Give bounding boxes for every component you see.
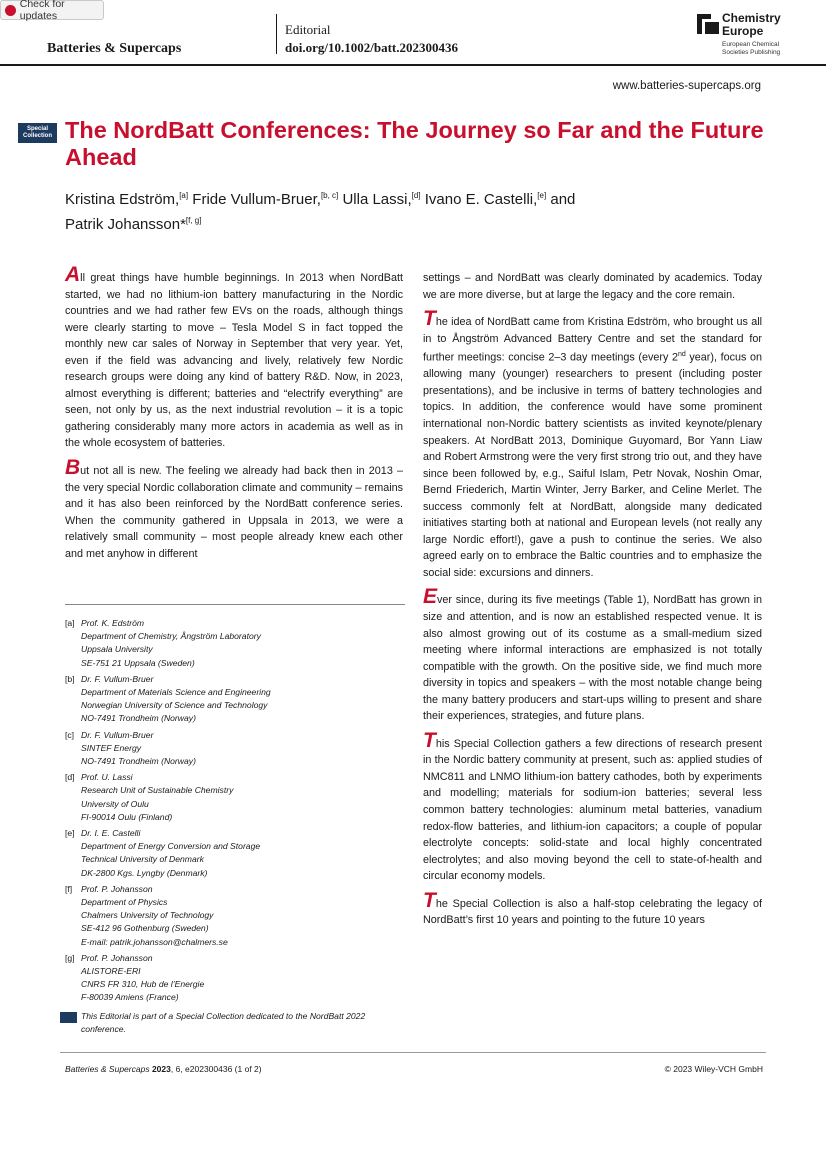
author: Fride Vullum-Bruer, (192, 191, 321, 208)
author-conjunction: and (550, 191, 576, 208)
doi-link[interactable]: doi.org/10.1002/batt.202300436 (285, 40, 458, 55)
affiliation: [b] Dr. F. Vullum-Bruer Department of Materials Science and Engineering Norwegian University of Science and Technology NO-7491 Trondheim (Norway) (65, 673, 271, 724)
check-updates-label: Check for updates (19, 0, 65, 22)
paragraph: But not all is new. The feeling we already had back then in 2013 – the very special Nordic collaboration climate and community – remains and it has also been reinforced by the NordBatt conference series. When the community gathered in Uppsala in 2013, we were a relatively small community – most people already knew each other and met anyhow in different (65, 456, 403, 560)
affiliation: [a] Prof. K. Edström Department of Chemistry, Ångström Laboratory Uppsala University SE-751 21 Uppsala (Sweden) (65, 618, 261, 668)
paragraph: settings – and NordBatt was clearly dominated by academics. Today we are more diverse, but at large the legacy and the core remain. (423, 272, 762, 301)
drop-cap: A (65, 263, 81, 286)
footer-copyright: © 2023 Wiley-VCH GmbH (664, 1064, 763, 1074)
author: Patrik Johansson* (65, 216, 186, 233)
header-rule (0, 64, 826, 66)
affiliation: [e] Dr. I. E. Castelli Department of Energy Conversion and Storage Technical University of Denmark DK-2800 Kgs. Lyngby (Denmark) (65, 828, 261, 878)
paragraph: Ever since, during its five meetings (Table 1), NordBatt has grown in size and attention, and is now an established respected venue. It is also almost growing out of its costume as a small-medium sized meeting where informal interactions are emphasized is not totally compatible with the growth. On the positive side, we find much more diversity in topics and speakers – with the most notable change being the many battery producers and start-ups willing to present and share their experiences, strategies, and future plans. (423, 585, 762, 723)
collection-note: This Editorial is part of a Special Collection dedicated to the NordBatt 2022 conference. (81, 1011, 366, 1034)
special-collection-badge: Special Collection (18, 123, 57, 143)
paragraph: This Special Collection gathers a few directions of research present in the Nordic battery community at present, such as: applied studies of NMC811 and LNMO lithium-ion battery cathodes, both by experiments and modelling; materials for sodium-ion batteries; several less common battery technologies: aluminum metal batteries, vanadium redox-flow batteries, and lithium-ion capacitors; a couple of popular electrolyte concepts: solid-state and local highly concentrated electrolytes; and also moving beyond the cell to state-of-health and circular economy models. (423, 728, 762, 883)
publisher-logo (697, 12, 797, 56)
header-divider (276, 14, 277, 54)
drop-cap: E (423, 585, 438, 609)
drop-cap: T (423, 728, 436, 752)
update-icon (5, 5, 16, 16)
special-collection-icon (60, 1012, 77, 1023)
affiliation: [g] Prof. P. Johansson ALISTORE-ERI CNRS FR 310, Hub de l’Energie F-80039 Amiens (France) (65, 952, 205, 1003)
footer-rule (60, 1052, 766, 1053)
affiliation: [d] Prof. U. Lassi Research Unit of Sustainable Chemistry University of Oulu FI-90014 Oulu (Finland) (65, 772, 234, 822)
affiliation: [c] Dr. F. Vullum-Bruer SINTEF Energy NO-7491 Trondheim (Norway) (65, 729, 196, 767)
footnote-rule (65, 604, 405, 605)
journal-website[interactable]: www.batteries-supercaps.org (612, 80, 761, 92)
chemistry-europe-icon (697, 14, 719, 34)
drop-cap: T (423, 307, 436, 331)
author: Ivano E. Castelli, (424, 191, 538, 208)
publisher-name: Chemistry Europe (722, 11, 781, 38)
corresponding-email: E-mail: patrik.johansson@chalmers.se (81, 936, 228, 947)
publisher-subtitle: European Chemical Societies Publishing (722, 41, 781, 56)
affiliation: [f] Prof. P. Johansson Department of Physics Chalmers University of Technology SE-412 96 Gothenburg (Sweden) E-mail: patrik.johansson@chalmers.se (65, 883, 407, 949)
footer-citation: Batteries & Supercaps 2023, 6, e202300436 (1 of 2) (65, 1064, 262, 1074)
paragraph: All great things have humble beginnings. In 2013 when NordBatt started, we had no lithium-ion battery manufacturing in the Nordic countries and we had rather few EVs on the roads, although things were clearly starting to move – Tesla Model S in fact topped the monthly new car sales of Norway in September that very year. Yet, even if the field was advancing and lively, relatively few Nordic research groups were doing any kind of battery R&D. Now, in 2023, almost everything is different; batteries and “electrify everything” are seen, not only by us, as the next industrial revolution – it is a topic gathering considerably many more actors in academia as well as in the whole ecosystem of batteries. (65, 263, 403, 450)
body-column-right (423, 270, 762, 940)
journal-name: Batteries & Supercaps (47, 41, 182, 56)
paragraph: The Special Collection is also a half-stop celebrating the legacy of NordBatt’s first 10 years and pointing to the future 10 years (423, 888, 762, 927)
affiliations (65, 617, 407, 1008)
article-title: The NordBatt Conferences: The Journey so Far and the Future Ahead (65, 117, 764, 170)
drop-cap: B (65, 456, 81, 480)
author-list: Kristina Edström,[a] Fride Vullum-Bruer,[b, c] Ulla Lassi,[d] Ivano E. Castelli,[e] and Patrik Johansson*[f, g] (65, 191, 576, 233)
drop-cap: T (423, 888, 436, 912)
author: Ulla Lassi, (342, 191, 412, 208)
author: Kristina Edström, (65, 191, 180, 208)
body-column-left (65, 263, 403, 573)
article-type: Editorial (285, 22, 331, 37)
check-for-updates-button[interactable] (0, 0, 104, 20)
paragraph: The idea of NordBatt came from Kristina Edström, who brought us all in to Ångström Advanced Battery Centre and set the standard for further meetings: concise 2–3 day meetings (every 2nd year), focus on allowing many (younger) researchers to present (including poster presentations), and be inclusive in terms of battery technologies and topics. In addition, the conference would have some prominent international non-Nordic battery scientists as invited keynote/plenary speakers. At NordBatt 2013, Dominique Guyomard, Bor Yann Liaw and Robert Armstrong were the very first strong trio out, and they have since been followed by, e.g., Saiful Islam, Petr Novak, Noshin Omar, Bernd Friederich, Martin Winter, Jerry Barker, and Celine Merlet. The success commonly felt at NordBatt, alongside many dedicated initiatives starting both at national and European levels (not really any large Nordic effort!), gave a push to continue the series. We also agreed early on to embrace the Baltic countries and to emphasize the social side: excursions and dinners. (423, 307, 762, 579)
